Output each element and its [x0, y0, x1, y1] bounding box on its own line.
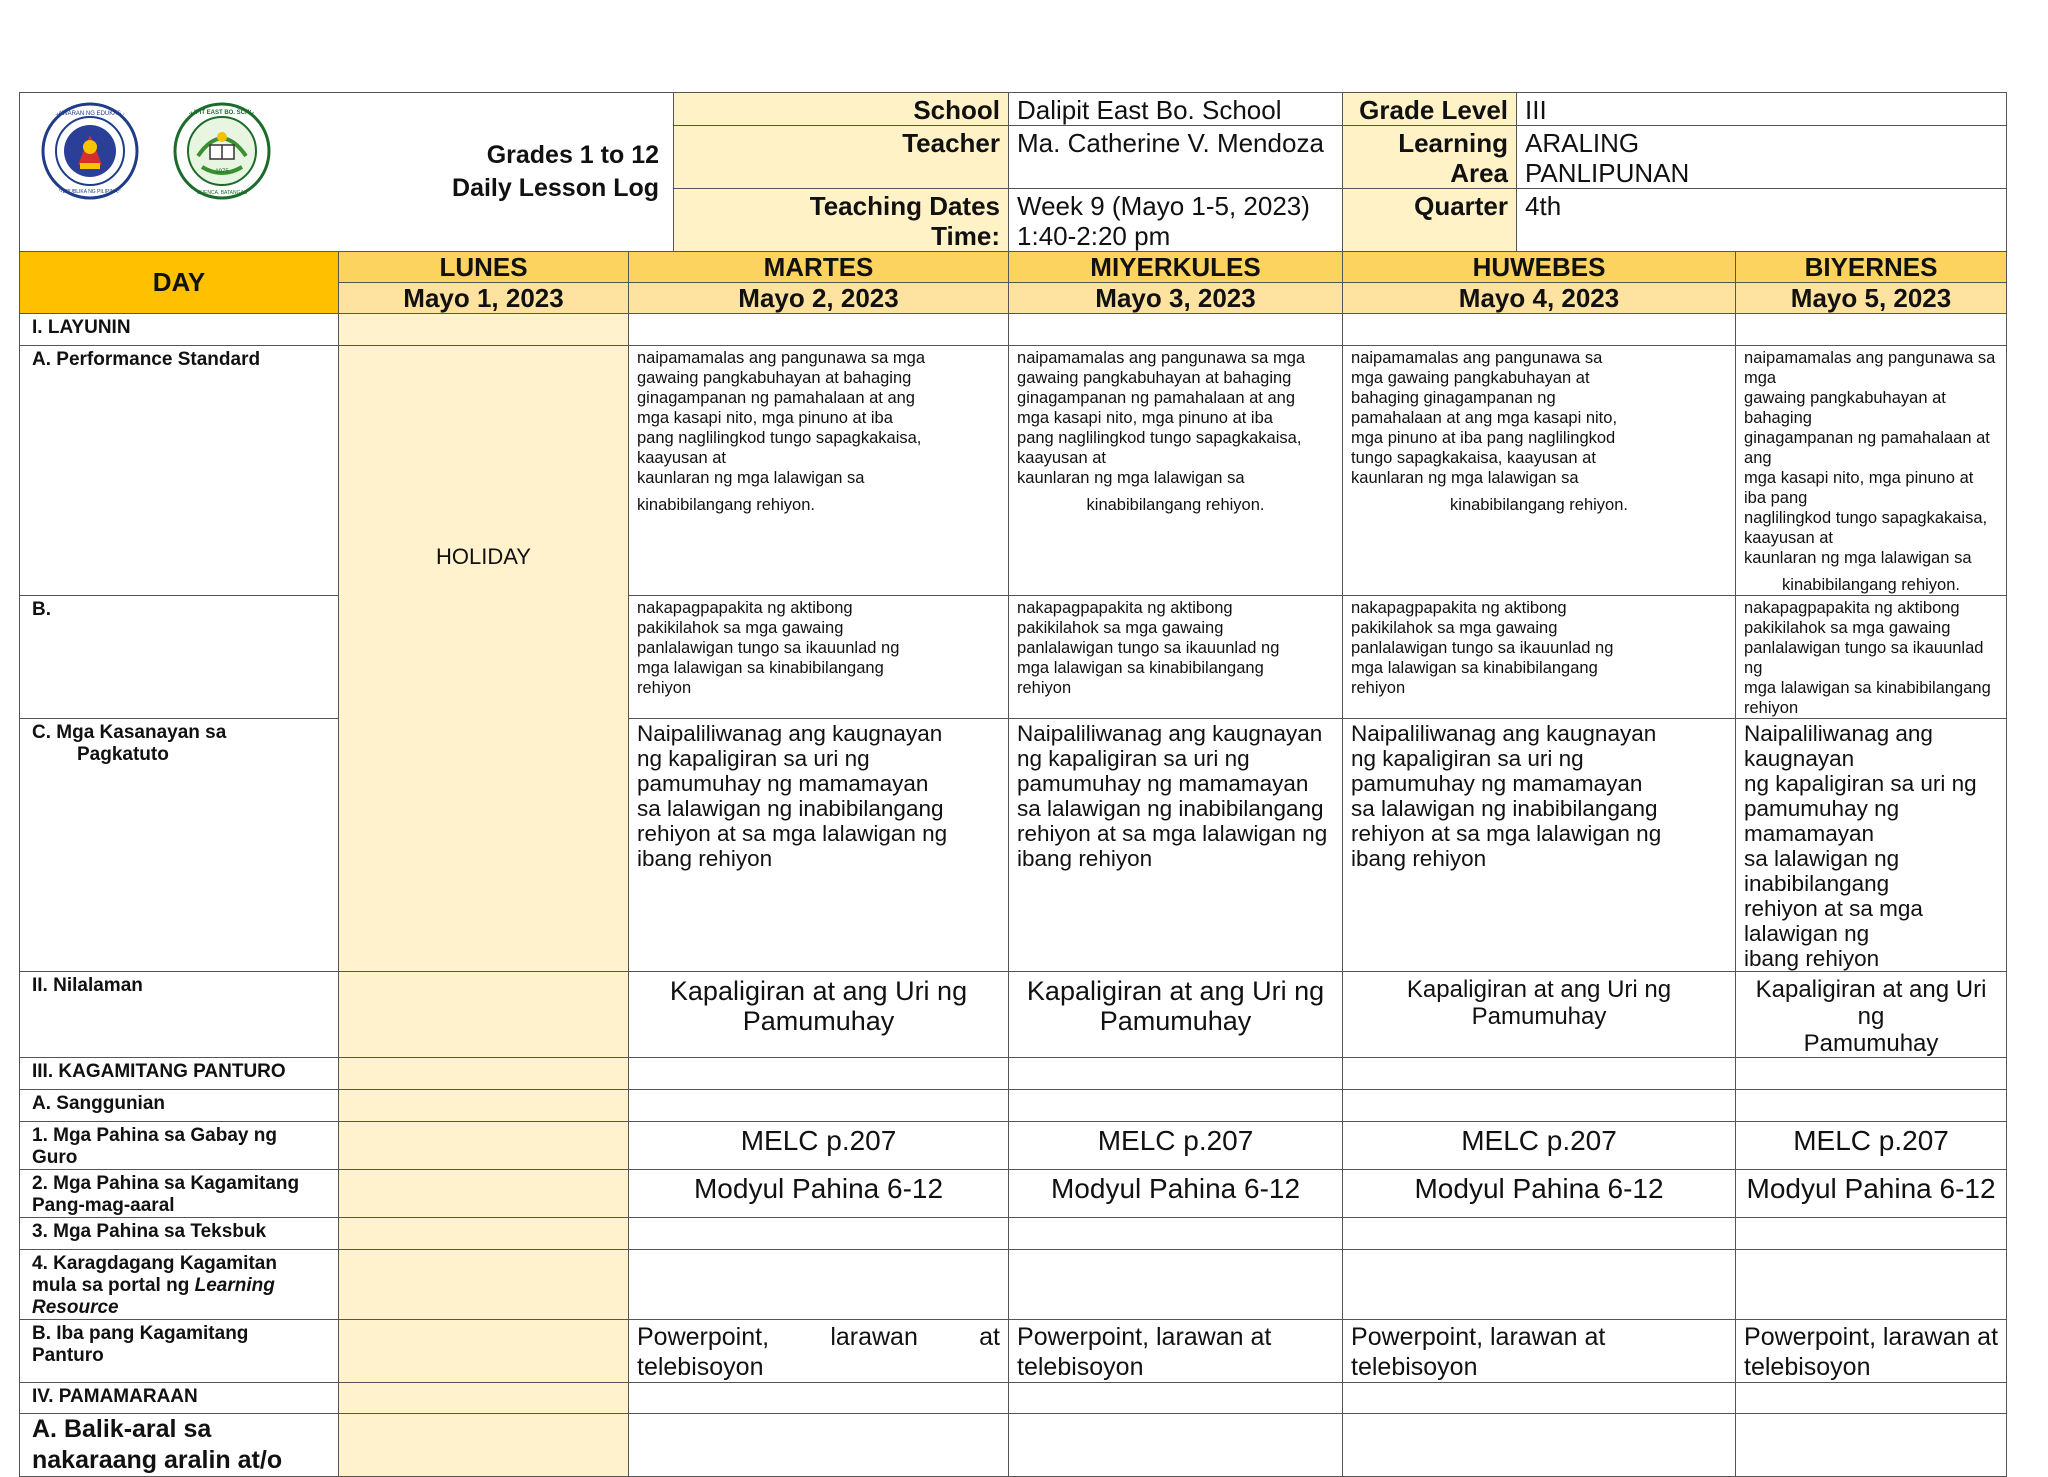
- row-label-layunin: I. LAYUNIN: [20, 314, 339, 346]
- modyul-huwebes: Modyul Pahina 6-12: [1343, 1170, 1736, 1218]
- row-label-kagamitang-pang-mag-aaral: 2. Mga Pahina sa Kagamitang Pang-mag-aaral: [20, 1170, 339, 1218]
- lesson-log-table: [19, 92, 2007, 1477]
- day-name-biyernes: BIYERNES: [1736, 252, 2007, 283]
- modyul-biyernes: Modyul Pahina 6-12: [1736, 1170, 2007, 1218]
- teaching-dates-value: Week 9 (Mayo 1-5, 2023) 1:40-2:20 pm: [1009, 189, 1343, 252]
- school-value: Dalipit East Bo. School: [1009, 93, 1343, 126]
- row-label-teksbuk: 3. Mga Pahina sa Teksbuk: [20, 1218, 339, 1250]
- day-name-lunes: LUNES: [339, 252, 629, 283]
- holiday-label: HOLIDAY: [436, 544, 531, 569]
- b-biyernes: nakapagpapakita ng aktibong pakikilahok sa mga gawaing panlalawigan tungo sa ikauunlad ng mga lalawigan sa kinabibilangang rehiyon: [1736, 596, 2007, 719]
- iba-biyernes: Powerpoint, larawan at telebisoyon: [1736, 1320, 2007, 1383]
- school-label: School: [674, 93, 1009, 126]
- deped-seal-icon: [40, 101, 140, 201]
- svg-text:1975: 1975: [215, 169, 229, 175]
- day-date-huwebes: Mayo 4, 2023: [1343, 283, 1736, 314]
- svg-text:KAGAWARAN NG EDUKASYON: KAGAWARAN NG EDUKASYON: [45, 111, 135, 117]
- teaching-dates-label: Teaching Dates Time:: [674, 189, 1009, 252]
- modyul-martes: Modyul Pahina 6-12: [629, 1170, 1009, 1218]
- row-label-pamamaraan: IV. PAMAMARAAN: [20, 1383, 339, 1414]
- svg-text:DALIPIT EAST BO. SCHOOL: DALIPIT EAST BO. SCHOOL: [181, 110, 263, 116]
- iba-huwebes: Powerpoint, larawan at telebisoyon: [1343, 1320, 1736, 1383]
- skills-biyernes: Naipaliliwanag ang kaugnayan ng kapaligiran sa uri ng pamumuhay ng mamamayan sa lalawigan ng inabibilangang rehiyon at sa mga lalawigan ng ibang rehiyon: [1736, 719, 2007, 972]
- teacher-value: Ma. Catherine V. Mendoza: [1009, 126, 1343, 189]
- performance-huwebes: naipamamalas ang pangunawa sa mga gawaing pangkabuhayan at bahaging ginagampanan ng pamahalaan at ang mga kasapi nito, mga pinuno at iba pang naglilingkod tungo sapagkakaisa, kaayusan at kaunlaran ng mga lalawigan sa kinabibilangang rehiyon.: [1343, 346, 1736, 596]
- nilalaman-martes: Kapaligiran at ang Uri ng Pamumuhay: [629, 972, 1009, 1058]
- school-seal-icon: [172, 101, 272, 201]
- b-huwebes: nakapagpapakita ng aktibong pakikilahok sa mga gawaing panlalawigan tungo sa ikauunlad ng mga lalawigan sa kinabibilangang rehiyon: [1343, 596, 1736, 719]
- grade-level-label: Grade Level: [1343, 93, 1517, 126]
- row-label-b: B.: [20, 596, 339, 719]
- title-line-1: Grades 1 to 12: [486, 141, 660, 169]
- skills-martes: Naipaliliwanag ang kaugnayan ng kapaligiran sa uri ng pamumuhay ng mamamayan sa lalawigan ng inabibilangang rehiyon at sa mga lalawigan ng ibang rehiyon: [629, 719, 1009, 972]
- gabay-miyerkules: MELC p.207: [1009, 1122, 1343, 1170]
- skills-huwebes: Naipaliliwanag ang kaugnayan ng kapaligiran sa uri ng pamumuhay ng mamamayan sa lalawigan ng inabibilangang rehiyon at sa mga lalawigan ng ibang rehiyon: [1343, 719, 1736, 972]
- performance-biyernes: naipamamalas ang pangunawa sa mga gawaing pangkabuhayan at bahaging ginagampanan ng pamahalaan at ang mga kasapi nito, mga pinuno at iba pang naglilingkod tungo sapagkakaisa, kaayusan at kaunlaran ng mga lalawigan sa kinabibilangang rehiyon.: [1736, 346, 2007, 596]
- b-martes: nakapagpapakita ng aktibong pakikilahok sa mga gawaing panlalawigan tungo sa ikauunlad ng mga lalawigan sa kinabibilangang rehiyon: [629, 596, 1009, 719]
- row-label-karagdagang-kagamitan: 4. Karagdagang Kagamitan mula sa portal ng Learning Resource: [20, 1250, 339, 1320]
- nilalaman-huwebes: Kapaligiran at ang Uri ng Pamumuhay: [1343, 972, 1736, 1058]
- row-label-balik-aral: A. Balik-aral sa nakaraang aralin at/o: [20, 1414, 339, 1477]
- learning-area-value: ARALING PANLIPUNAN: [1517, 126, 2007, 189]
- svg-text:CUENCA, BATANGAS: CUENCA, BATANGAS: [196, 190, 248, 196]
- quarter-value: 4th: [1517, 189, 2007, 252]
- daily-lesson-log: [19, 92, 2006, 1477]
- row-label-sanggunian: A. Sanggunian: [20, 1090, 339, 1122]
- day-name-miyerkules: MIYERKULES: [1009, 252, 1343, 283]
- document-title: [339, 93, 674, 252]
- teacher-label: Teacher: [674, 126, 1009, 189]
- day-date-miyerkules: Mayo 3, 2023: [1009, 283, 1343, 314]
- b-miyerkules: nakapagpapakita ng aktibong pakikilahok sa mga gawaing panlalawigan tungo sa ikauunlad ng mga lalawigan sa kinabibilangang rehiyon: [1009, 596, 1343, 719]
- nilalaman-biyernes: Kapaligiran at ang Uri ng Pamumuhay: [1736, 972, 2007, 1058]
- row-label-gabay-ng-guro: 1. Mga Pahina sa Gabay ng Guro: [20, 1122, 339, 1170]
- day-header: DAY: [20, 252, 339, 314]
- gabay-biyernes: MELC p.207: [1736, 1122, 2007, 1170]
- logo-area: [20, 93, 339, 252]
- title-line-2: Daily Lesson Log: [452, 174, 660, 202]
- day-date-lunes: Mayo 1, 2023: [339, 283, 629, 314]
- monday-holiday-cell: [339, 346, 629, 972]
- performance-martes: naipamamalas ang pangunawa sa mga gawaing pangkabuhayan at bahaging ginagampanan ng pamahalaan at ang mga kasapi nito, mga pinuno at iba pang naglilingkod tungo sapagkakaisa, kaayusan at kaunlaran ng mga lalawigan sa kinabibilangang rehiyon.: [629, 346, 1009, 596]
- iba-miyerkules: Powerpoint, larawan at telebisoyon: [1009, 1320, 1343, 1383]
- monday-cell: [339, 314, 629, 346]
- grade-level-value: III: [1517, 93, 2007, 126]
- row-label-iba-pang-kagamitan: B. Iba pang Kagamitang Panturo: [20, 1320, 339, 1383]
- row-label-kasanayan: C. Mga Kasanayan sa Pagkatuto: [20, 719, 339, 972]
- gabay-martes: MELC p.207: [629, 1122, 1009, 1170]
- svg-text:REPUBLIKA NG PILIPINAS: REPUBLIKA NG PILIPINAS: [59, 189, 121, 195]
- performance-miyerkules: naipamamalas ang pangunawa sa mga gawaing pangkabuhayan at bahaging ginagampanan ng pamahalaan at ang mga kasapi nito, mga pinuno at iba pang naglilingkod tungo sapagkakaisa, kaayusan at kaunlaran ng mga lalawigan sa kinabibilangang rehiyon.: [1009, 346, 1343, 596]
- gabay-huwebes: MELC p.207: [1343, 1122, 1736, 1170]
- nilalaman-miyerkules: Kapaligiran at ang Uri ng Pamumuhay: [1009, 972, 1343, 1058]
- quarter-label: Quarter: [1343, 189, 1517, 252]
- skills-miyerkules: Naipaliliwanag ang kaugnayan ng kapaligiran sa uri ng pamumuhay ng mamamayan sa lalawigan ng inabibilangang rehiyon at sa mga lalawigan ng ibang rehiyon: [1009, 719, 1343, 972]
- day-date-martes: Mayo 2, 2023: [629, 283, 1009, 314]
- modyul-miyerkules: Modyul Pahina 6-12: [1009, 1170, 1343, 1218]
- learning-area-label: Learning Area: [1343, 126, 1517, 189]
- row-label-kagamitang-panturo: III. KAGAMITANG PANTURO: [20, 1058, 339, 1090]
- row-label-performance-standard: A. Performance Standard: [20, 346, 339, 596]
- day-date-biyernes: Mayo 5, 2023: [1736, 283, 2007, 314]
- iba-martes: Powerpoint, larawan at telebisoyon: [629, 1320, 1009, 1383]
- day-name-huwebes: HUWEBES: [1343, 252, 1736, 283]
- day-name-martes: MARTES: [629, 252, 1009, 283]
- row-label-nilalaman: II. Nilalaman: [20, 972, 339, 1058]
